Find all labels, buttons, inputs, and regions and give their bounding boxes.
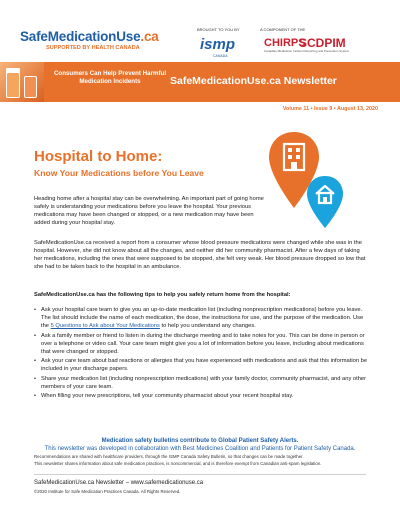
copyright: ©2020 Institute for Safe Medication Practices Canada. All Rights Reserved. xyxy=(34,489,181,494)
collaboration-note: This newsletter was developed in collaboration with Best Medicines Coalition and Patients for Patient Safety Canada. xyxy=(44,446,356,452)
issue-info: Volume 11 • Issue 9 • August 13, 2020 xyxy=(282,106,378,112)
pill-bottles-image xyxy=(0,62,44,102)
site-logo[interactable]: SafeMedicationUse.ca xyxy=(20,29,159,44)
bottle-shape xyxy=(6,72,20,98)
five-questions-link[interactable]: 5 Questions to Ask about Your Medications xyxy=(50,323,160,330)
ismp-logo: ismp xyxy=(200,36,236,53)
header xyxy=(0,0,400,70)
component-label: A COMPONENT OF THE xyxy=(260,27,306,32)
tips-heading: SafeMedicationUse.ca has the following tips to help you safely return home from the hospital: xyxy=(34,292,291,298)
bulletin-note: Medication safety bulletins contribute to Global Patient Safety Alerts. xyxy=(101,438,299,444)
newsletter-title: SafeMedicationUse.ca Newsletter xyxy=(170,75,337,87)
list-item: • Ask your hospital care team to give you an up-to-date medication list (including nonprescription medications) before you leave. The list should include the name of each medication, the dose, the instructions for use, and the purpose of the medication. Use the 5 Questions to Ask about Your Medications to help you understand any changes. xyxy=(34,306,368,330)
logo-tagline: SUPPORTED BY HEALTH CANADA xyxy=(46,45,140,51)
intro-paragraph: Heading home after a hospital stay can be overwhelming. An important part of going home safely is understanding your medications before you leave the hospital. Your previous medications may have been changed or stopped, or a new medication may have been added during your hospital stay. xyxy=(34,196,264,227)
list-item: • Share your medication list (including nonprescription medications) with your family doctor, community pharmacist, and any other members of your care team. xyxy=(34,375,368,391)
brought-by-label: BROUGHT TO YOU BY xyxy=(197,27,240,32)
recommendations-note: Recommendations are shared with healthcare providers, through the ISMP Canada Safety Bulletin, so that changes can be made together. xyxy=(34,454,304,459)
banner-slogan: Consumers Can Help Prevent Harmful Medication Incidents xyxy=(53,70,167,86)
footer-newsletter: SafeMedicationUse.ca Newsletter – www.safemedicationuse.ca xyxy=(34,480,204,486)
footer-divider xyxy=(34,474,366,475)
chirps-logo: CHIRPS xyxy=(264,37,306,49)
ismp-canada-label: CANADA xyxy=(213,54,228,58)
anti-spam-note: This newsletter shares information about safe medication practices, is noncommercial, and is therefore exempt from Canadian anti-spam legislation. xyxy=(34,461,322,466)
list-item: • Ask your care team about bad reactions or allergies that you have experienced with medications and ask that this information be included in your discharge papers. xyxy=(34,357,368,373)
list-item: • Ask a family member or friend to listen in during the discharge meeting and to take notes for you. This can be done in person or over a telephone or video call. Your care team might give you a lot of information before you leave, including about medications that were changed or stopped. xyxy=(34,332,368,356)
bottle-shape xyxy=(24,76,37,98)
list-item: • When filling your new prescriptions, tell your community pharmacist about your recent hospital stay. xyxy=(34,392,368,400)
home-pin-icon xyxy=(305,174,345,230)
article-title: Hospital to Home: xyxy=(34,148,163,165)
article-subtitle: Know Your Medications before You Leave xyxy=(34,168,204,178)
tips-list xyxy=(34,306,368,402)
chirps-description: Canadian Medication Incident Reporting and Prevention System xyxy=(264,49,350,53)
report-paragraph: SafeMedicationUse.ca received a report from a consumer whose blood pressure medications were changed while she was in the hospital. However, she did not know about all the changes, and neither did her community pharmacist. After a few days of taking her medications, including the ones that were supposed to be stopped, she felt very weak. Her blood pressure dropped so low that she had to be taken back to the hospital in an ambulance. xyxy=(34,240,366,271)
newsletter-banner xyxy=(0,62,400,102)
scdpim-logo: SCDPIM xyxy=(299,36,346,50)
